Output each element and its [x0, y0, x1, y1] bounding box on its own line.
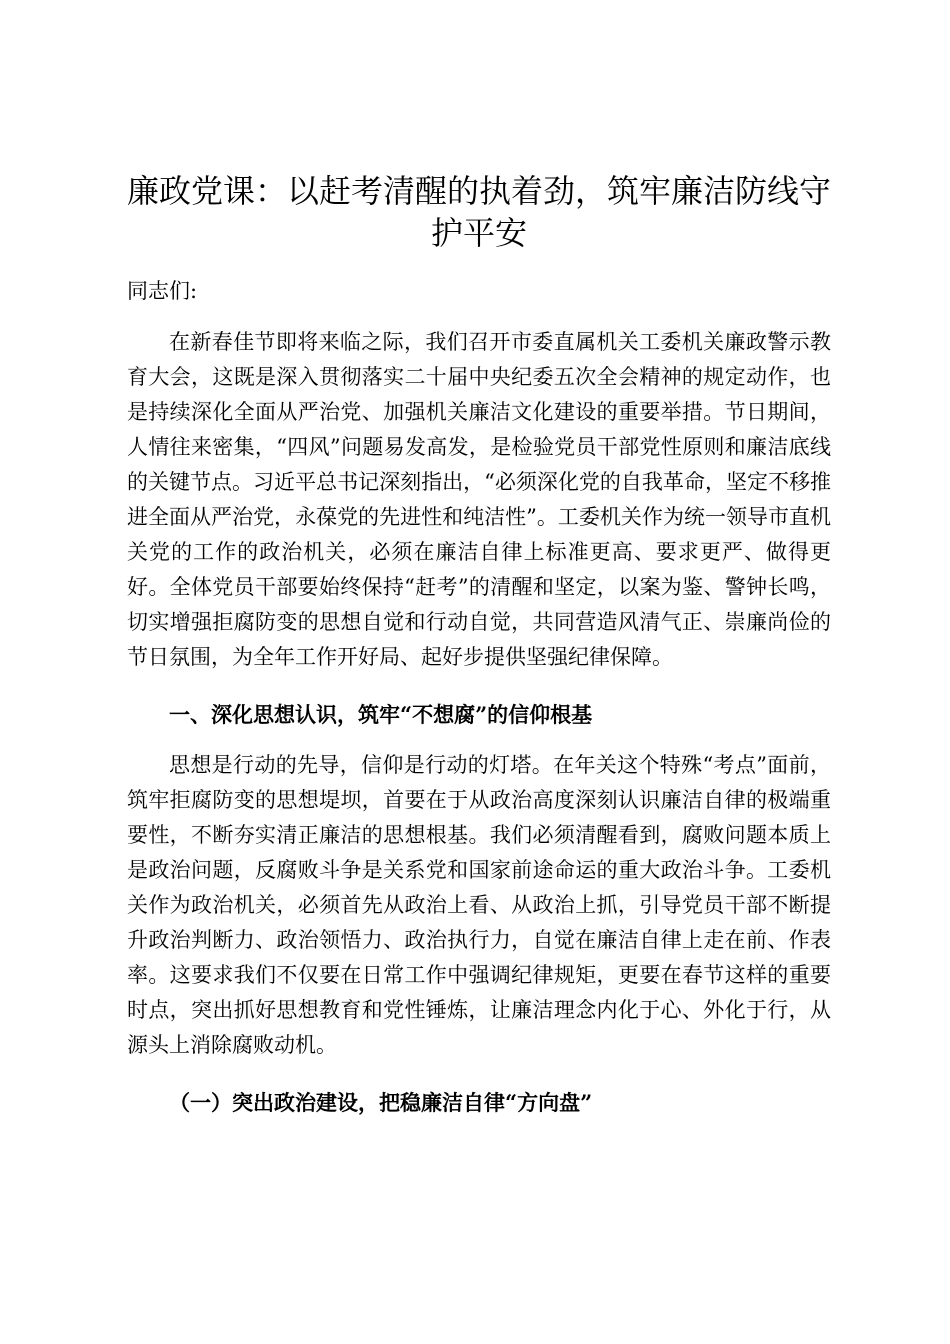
salutation: 同志们: — [127, 279, 198, 303]
section-1-paragraph: 思想是行动的先导，信仰是行动的灯塔。在年关这个特殊“考点”面前，筑牢拒腐防变的思想堤坝，首要在于从政治高度深刻认识廉洁自律的极端重要性，不断夯实清正廉洁的思想根基。我们必须清醒看到，腐败问题本质上是政治问题，反腐败斗争是关系党和国家前途命运的重大政治斗争。工委机关作为政治机关，必须首先从政治上看、从政治上抓，引导党员干部不断提升政治判断力、政治领悟力、政治执行力，自觉在廉洁自律上走在前、作表率。这要求我们不仅要在日常工作中强调纪律规矩，更要在春节这样的重要时点，突出抓好思想教育和党性锤炼，让廉洁理念内化于心、外化于行，从源头上消除腐败动机。 — [127, 753, 831, 1057]
section-heading-1: 一、深化思想认识，筑牢“不想腐”的信仰根基 — [169, 702, 593, 727]
subsection-heading-1: （一）突出政治建设，把稳廉洁自律“方向盘” — [169, 1090, 593, 1115]
document-body — [127, 170, 831, 1120]
intro-paragraph: 在新春佳节即将来临之际，我们召开市委直属机关工委机关廉政警示教育大会，这既是深入贯彻落实二十届中央纪委五次全会精神的规定动作，也是持续深化全面从严治党、加强机关廉洁文化建设的重要举措。节日期间，人情往来密集，“四风”问题易发高发，是检验党员干部党性原则和廉洁底线的关键节点。习近平总书记深刻指出，“必须深化党的自我革命，坚定不移推进全面从严治党，永葆党的先进性和纯洁性”。工委机关作为统一领导市直机关党的工作的政治机关，必须在廉洁自律上标准更高、要求更严、做得更好。全体党员干部要始终保持“赶考”的清醒和坚定，以案为鉴、警钟长鸣，切实增强拒腐防变的思想自觉和行动自觉，共同营造风清气正、崇廉尚俭的节日氛围，为全年工作开好局、起好步提供坚强纪律保障。 — [127, 330, 831, 669]
document-title: 廉政党课：以赶考清醒的执着劲，筑牢廉洁防线守护平安 — [127, 172, 832, 252]
